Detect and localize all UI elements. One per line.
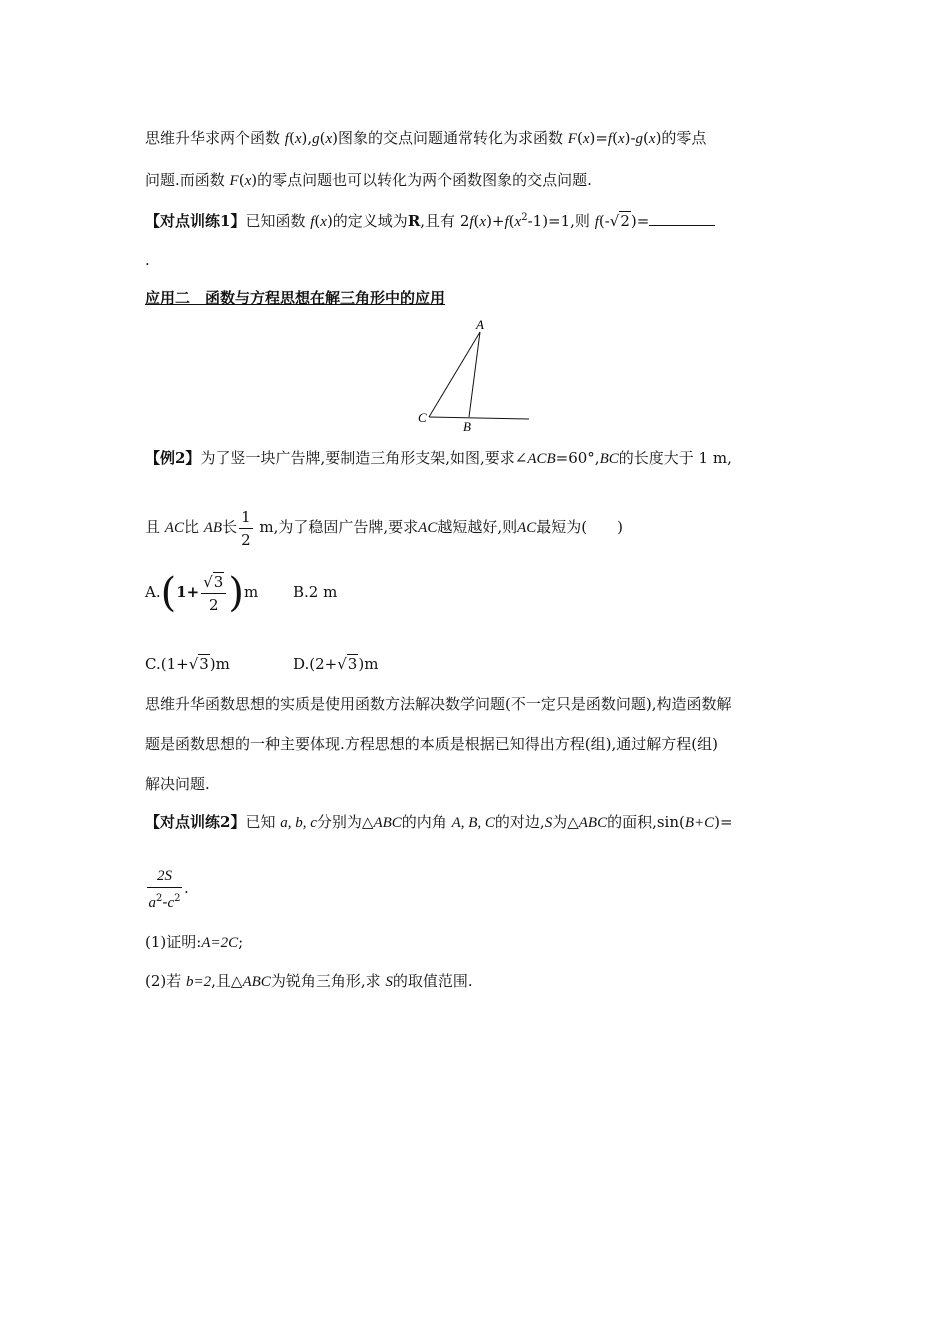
options-row-2 bbox=[145, 654, 379, 674]
unit: m bbox=[243, 583, 259, 601]
fraction-2S-over-a2-c2 bbox=[147, 864, 182, 914]
text: 的零点 bbox=[661, 129, 707, 147]
real-set-R: R bbox=[407, 212, 421, 230]
angle-ACB: ACB bbox=[527, 451, 556, 467]
text: 的对边, bbox=[494, 813, 545, 831]
text: 为△ bbox=[552, 813, 579, 831]
var-F: F bbox=[229, 173, 239, 189]
text: ,且△ bbox=[211, 972, 243, 990]
var-g: g bbox=[635, 131, 644, 147]
baseline-CB bbox=[429, 417, 529, 419]
paragraph-thinking-3-line-2 bbox=[145, 734, 718, 754]
text: 图象的交点问题通常转化为求函数 bbox=[338, 129, 568, 147]
sum-B-C: B+C bbox=[684, 815, 715, 831]
text: 越短越好,则 bbox=[437, 518, 518, 536]
training-2-fraction-line bbox=[145, 864, 189, 914]
denominator: 2 bbox=[209, 595, 219, 614]
text: 的长度大于 1 m, bbox=[618, 449, 732, 467]
var-x: x bbox=[479, 214, 487, 230]
right-paren: ) bbox=[228, 570, 244, 616]
var-g: g bbox=[312, 131, 320, 147]
answer-blank bbox=[649, 211, 715, 226]
example-label: 【例2】 bbox=[145, 449, 201, 467]
radicand-2: 2 bbox=[620, 212, 630, 230]
text: 解决问题. bbox=[145, 775, 210, 793]
var-x: x bbox=[320, 214, 327, 230]
text: 题是函数思想的一种主要体现.方程思想的本质是根据已知得出方程(组),通过解方程(组) bbox=[145, 735, 718, 753]
options-row-1 bbox=[145, 570, 338, 620]
var-c: c bbox=[167, 895, 175, 911]
example-2-line-1 bbox=[145, 448, 732, 469]
text: 最短为( ) bbox=[536, 518, 623, 536]
var-f: f bbox=[504, 214, 509, 230]
text: 2S bbox=[157, 868, 172, 884]
text: 且 bbox=[145, 518, 165, 536]
option-label: A. bbox=[145, 583, 161, 601]
paragraph-thinking-1: 思维升华求两个函数 f(x),g(x)图象的交点问题通常转化为求函数 F(x)=f(x)-g(x)的零点 bbox=[145, 129, 707, 147]
training-1: 【对点训练1】已知函数 f(x)的定义域为R,且有 $2f(x)+f(x^2-1)=1$,则 f(-√2)= bbox=[145, 208, 715, 232]
var-F: F bbox=[567, 131, 577, 147]
var-f: f bbox=[594, 214, 599, 230]
text: =60°, bbox=[555, 449, 600, 467]
radicand: 3 bbox=[213, 572, 224, 591]
text: ,且有 2 bbox=[420, 212, 470, 230]
vertex-label-A: A bbox=[476, 317, 484, 332]
denominator: $a^2-c^2$ bbox=[148, 893, 181, 911]
segment-AC: AC bbox=[517, 520, 537, 536]
var-f: f bbox=[469, 214, 474, 230]
numerator: 1 bbox=[239, 506, 253, 529]
triangle-figure bbox=[415, 315, 535, 435]
segment-AC: AC bbox=[164, 520, 184, 536]
var-a: a bbox=[148, 895, 156, 911]
sqrt-symbol: √ bbox=[609, 212, 620, 230]
text: =1,则 bbox=[548, 212, 595, 230]
text: )= bbox=[714, 813, 733, 831]
option-D[interactable]: D.(2+√3)m bbox=[293, 655, 379, 673]
text: 1+ bbox=[176, 583, 200, 601]
text: ; bbox=[238, 933, 244, 951]
text: 分别为△ bbox=[316, 813, 374, 831]
text: 为锐角三角形,求 bbox=[270, 972, 386, 990]
text: m,为了稳固广告牌,要求 bbox=[254, 518, 419, 536]
text: 的面积,sin( bbox=[607, 813, 685, 831]
var-x: x bbox=[582, 131, 590, 147]
text: (2)若 bbox=[145, 972, 187, 990]
training-label: 【对点训练2】 bbox=[145, 813, 246, 831]
option-B[interactable]: B.2 m bbox=[293, 583, 338, 601]
question-2 bbox=[145, 971, 473, 992]
text: . bbox=[145, 251, 150, 269]
fraction-sqrt3-over-2 bbox=[201, 571, 226, 616]
var-x: x bbox=[294, 131, 302, 147]
fraction-one-half bbox=[239, 506, 253, 551]
option-A[interactable] bbox=[145, 570, 259, 616]
var-S: S bbox=[544, 815, 553, 831]
vertex-label-B: B bbox=[463, 419, 471, 434]
text: 的零点问题也可以转化为两个函数图象的交点问题. bbox=[257, 171, 592, 189]
text: = bbox=[636, 212, 650, 230]
numerator: √3 bbox=[201, 571, 226, 594]
unit: )m bbox=[358, 655, 379, 673]
segment-BC: BC bbox=[599, 451, 619, 467]
numerator bbox=[147, 864, 182, 888]
text: 问题.而函数 bbox=[145, 171, 230, 189]
text: 的定义域为 bbox=[332, 212, 408, 230]
text: 的取值范围. bbox=[392, 972, 473, 990]
var-x: x bbox=[325, 131, 333, 147]
var-x: x bbox=[648, 131, 656, 147]
paragraph-thinking-3-line-3 bbox=[145, 774, 210, 794]
segment-AB bbox=[469, 332, 480, 417]
var-S: S bbox=[385, 974, 393, 990]
unit: )m bbox=[209, 655, 230, 673]
section-heading bbox=[145, 288, 445, 308]
option-C[interactable]: C.(1+√3)m bbox=[145, 655, 230, 673]
var-x: x bbox=[244, 173, 252, 189]
text: 长 bbox=[222, 518, 238, 536]
radicand: 3 bbox=[347, 655, 358, 673]
var-x: x bbox=[514, 214, 522, 230]
text: . bbox=[184, 879, 189, 897]
trailing-dot bbox=[145, 250, 150, 270]
training-label: 【对点训练1】 bbox=[145, 212, 246, 230]
angles-ABC: A, B, C bbox=[451, 815, 495, 831]
text: 比 bbox=[183, 518, 204, 536]
triangle-ABC: ABC bbox=[578, 815, 608, 831]
paragraph-thinking-3-line-1 bbox=[145, 694, 731, 714]
left-paren: ( bbox=[160, 570, 177, 616]
option-label: D.(2+ bbox=[293, 655, 338, 673]
question-1 bbox=[145, 932, 243, 953]
text: 已知 bbox=[245, 813, 281, 831]
text: (1)证明: bbox=[145, 933, 202, 951]
option-label: C.(1+ bbox=[145, 655, 189, 673]
heading-text: 应用二 函数与方程思想在解三角形中的应用 bbox=[145, 289, 446, 307]
paragraph-thinking-2: 问题.而函数 F(x)的零点问题也可以转化为两个函数图象的交点问题. bbox=[145, 171, 592, 189]
triangle-ABC: ABC bbox=[373, 815, 402, 831]
segment-AB: AB bbox=[203, 520, 223, 536]
text: 思维升华函数思想的实质是使用函数方法解决数学问题(不一定只是函数问题),构造函数解 bbox=[145, 695, 732, 713]
radicand: 3 bbox=[199, 655, 209, 673]
vertex-label-C: C bbox=[418, 410, 427, 425]
equation: b=2 bbox=[186, 974, 212, 990]
segment-AC: AC bbox=[418, 520, 438, 536]
training-2 bbox=[145, 812, 733, 833]
denominator: 2 bbox=[241, 530, 251, 549]
text: 思维升华求两个函数 bbox=[145, 129, 285, 147]
var-f: f bbox=[310, 214, 315, 230]
equation: A=2C bbox=[201, 935, 239, 951]
triangle-ABC: ABC bbox=[242, 974, 271, 990]
text: 为了竖一块广告牌,要制造三角形支架,如图,要求∠ bbox=[200, 449, 528, 467]
text: 已知函数 bbox=[245, 212, 311, 230]
segment-CA bbox=[429, 332, 480, 417]
example-2-line-2 bbox=[145, 505, 623, 551]
var-x: x bbox=[617, 131, 625, 147]
var-abc: a, b, c bbox=[280, 815, 317, 831]
var-f: f bbox=[284, 131, 289, 147]
text: 的内角 bbox=[401, 813, 452, 831]
var-f: f bbox=[607, 131, 613, 147]
